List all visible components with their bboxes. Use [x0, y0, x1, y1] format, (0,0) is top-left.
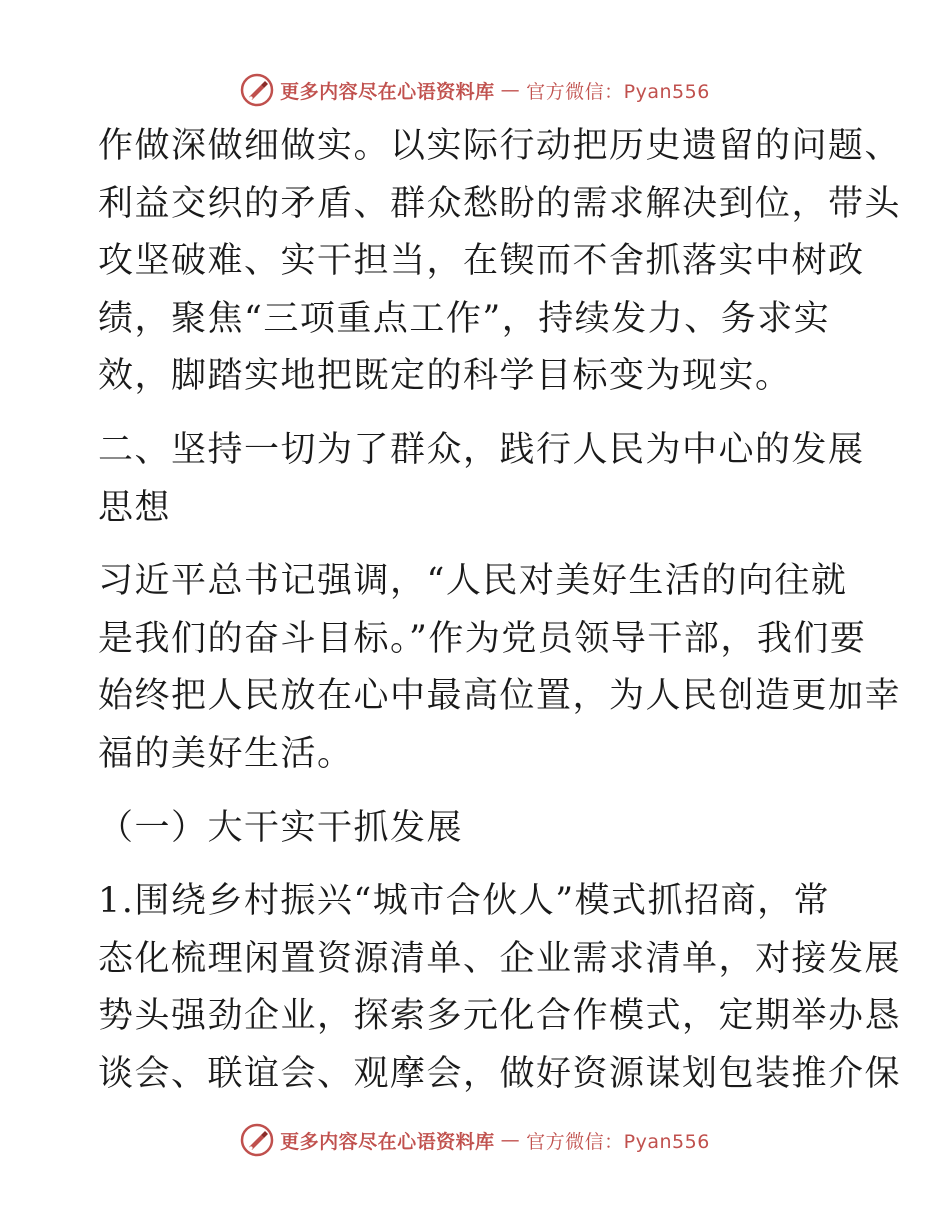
text-line: 攻坚破难、实干担当，在锲而不舍抓落实中树政 [98, 241, 865, 282]
text-line: 势头强劲企业，探索多元化合作模式，定期举办恳 [98, 996, 902, 1037]
watermark-contact: 官方微信：Pyan556 [526, 80, 710, 103]
text-line: 思想 [98, 487, 172, 528]
watermark-separator: — [500, 79, 521, 101]
section-heading [98, 422, 865, 537]
text-line: 作做深做细做实。以实际行动把历史遗留的问题、 [98, 126, 902, 166]
text-line: 1.围绕乡村振兴“城市合伙人”模式抓招商，常 [98, 881, 831, 922]
watermark-text: 更多内容尽在心语资料库 [280, 80, 495, 103]
header-watermark [0, 70, 950, 110]
paragraph [98, 553, 902, 783]
text-line: 绩，聚焦“三项重点工作”，持续发力、务求实 [98, 298, 831, 339]
paragraph [98, 873, 902, 1103]
text-line: 始终把人民放在心中最高位置，为人民创造更加幸 [98, 676, 902, 717]
pen-nib-logo-icon [240, 73, 274, 107]
subsection-heading [98, 800, 858, 858]
paragraph [98, 118, 902, 406]
text-line: 习近平总书记强调，“人民对美好生活的向往就 [98, 561, 848, 602]
text-line: 是我们的奋斗目标。”作为党员领导干部，我们要 [98, 618, 867, 659]
watermark-text: 更多内容尽在心语资料库 [280, 1130, 495, 1153]
text-line: 态化梳理闲置资源清单、企业需求清单，对接发展 [98, 938, 902, 979]
text-line: 效，脚踏实地把既定的科学目标变为现实。 [98, 356, 792, 397]
watermark-contact: 官方微信：Pyan556 [526, 1130, 710, 1153]
text-line: 谈会、联谊会、观摩会，做好资源谋划包装推介保 [98, 1053, 902, 1094]
pen-nib-logo-icon [240, 1123, 274, 1157]
text-line: 福的美好生活。 [98, 733, 354, 774]
footer-watermark [0, 1120, 950, 1160]
text-line: 二、坚持一切为了群众，践行人民为中心的发展 [98, 429, 865, 470]
text-line: （一）大干实干抓发展 [98, 807, 464, 848]
text-line: 利益交织的矛盾、群众愁盼的需求解决到位，带头 [98, 183, 902, 224]
document-body [98, 118, 902, 1104]
watermark-separator: — [500, 1129, 521, 1151]
